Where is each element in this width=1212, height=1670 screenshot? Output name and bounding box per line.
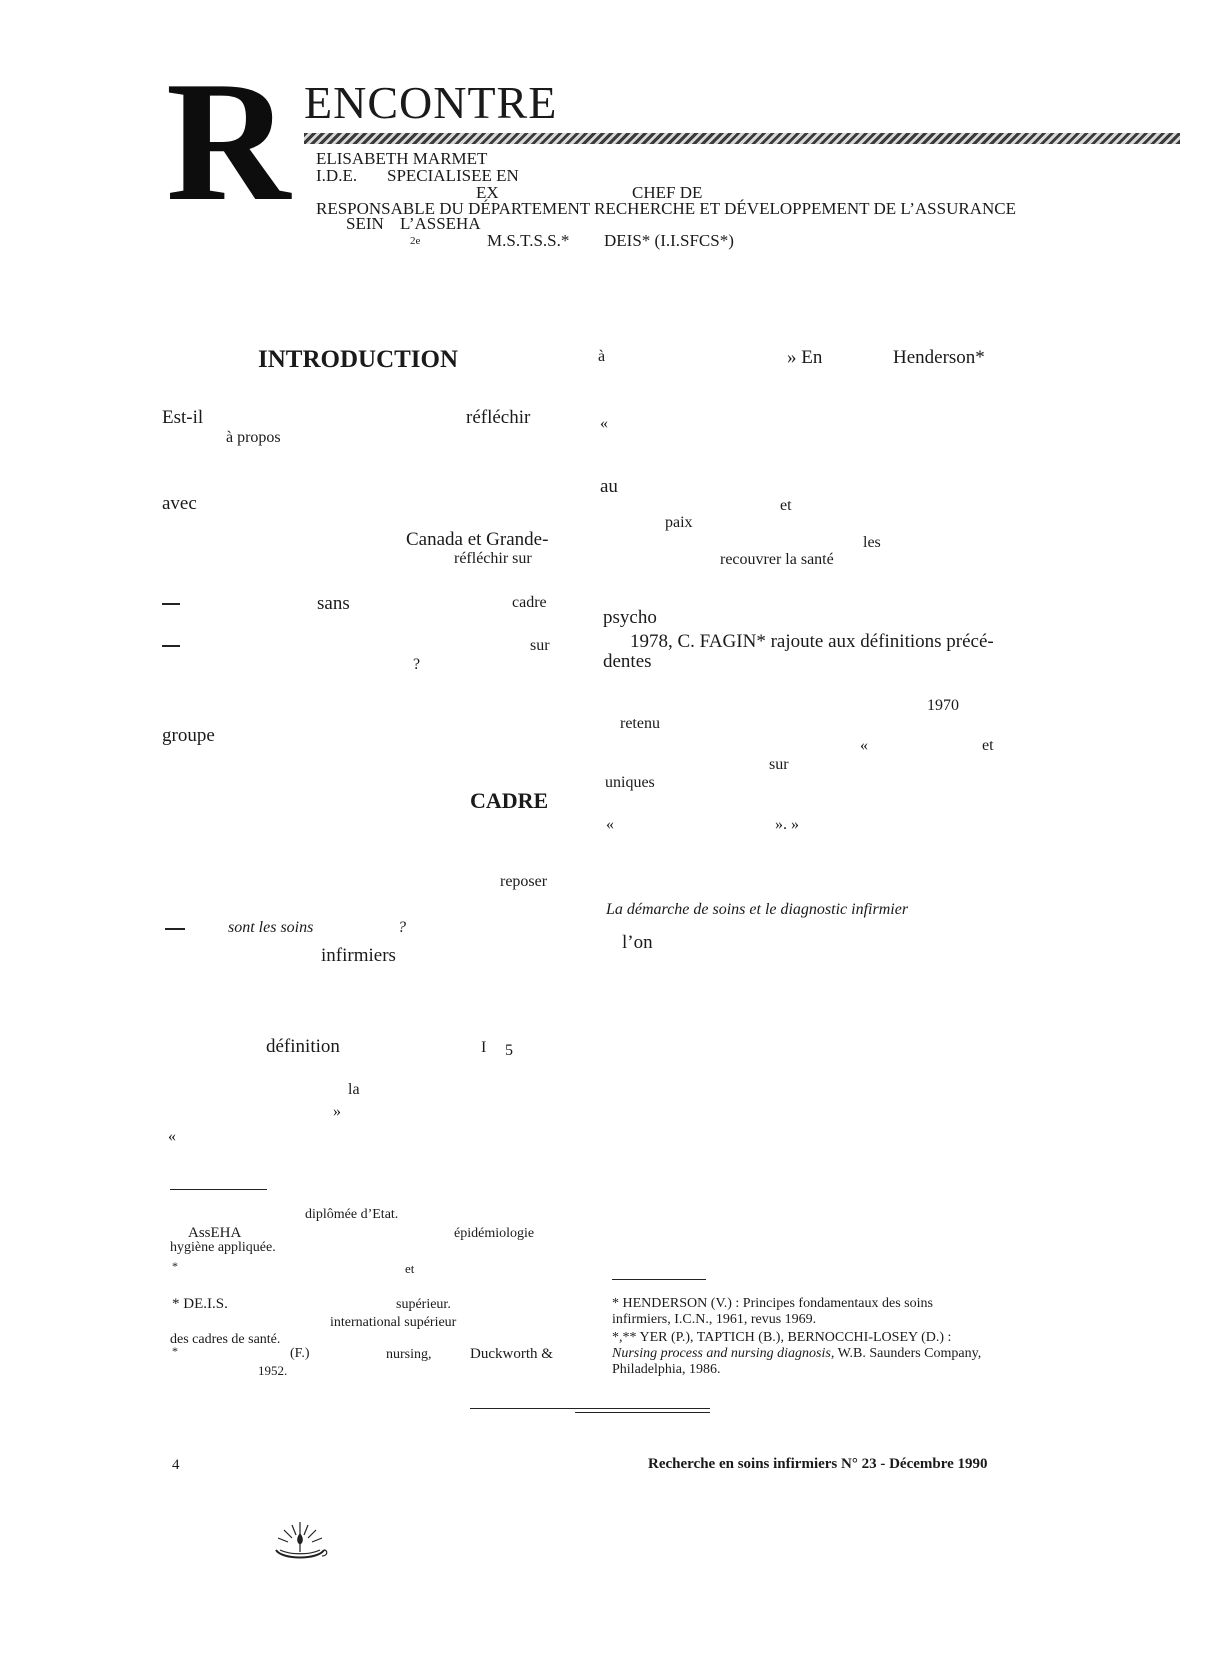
footnote-yer-line2 xyxy=(612,1347,981,1361)
text-question-mark: ? xyxy=(413,656,421,673)
byline-role-specialisee: SPECIALISEE EN xyxy=(387,166,519,185)
footnote-yer-line3: Philadelphia, 1986. xyxy=(612,1362,721,1377)
footnote-superieur: supérieur. xyxy=(396,1297,451,1312)
em-dash xyxy=(162,645,180,647)
text-henderson: Henderson* xyxy=(893,347,985,368)
text-sont-les-soins: sont les soins xyxy=(228,919,314,936)
byline-deis: DEIS* (I.I.SFCS*) xyxy=(604,231,734,250)
text-number-5: 5 xyxy=(505,1042,513,1059)
text-reposer: reposer xyxy=(500,873,548,890)
em-dash xyxy=(162,603,180,605)
text-les: les xyxy=(863,534,881,551)
text-sans: sans xyxy=(317,593,350,614)
footnote-hygiene: hygiène appliquée. xyxy=(170,1240,276,1255)
text-retenu: retenu xyxy=(620,715,660,732)
article-title: ENCONTRE xyxy=(304,77,558,128)
text-uniques: uniques xyxy=(605,774,655,791)
text-est-il: Est-il xyxy=(162,407,204,428)
footnote-deis: * DE.I.S. xyxy=(172,1296,228,1312)
text-sur-right: sur xyxy=(769,756,789,773)
text-en: » En xyxy=(787,347,823,368)
byline-mstss: M.S.T.S.S.* xyxy=(487,231,570,250)
text-recouvrer: recouvrer la santé xyxy=(720,551,834,568)
text-fagin: 1978, C. FAGIN* rajoute aux définitions précé- xyxy=(630,631,994,652)
footnote-yer-publisher: W.B. Saunders Company, xyxy=(837,1346,982,1361)
text-open-quote-1: « xyxy=(600,415,608,432)
text-psycho: psycho xyxy=(603,607,657,628)
em-dash xyxy=(165,928,185,930)
text-infirmiers: infirmiers xyxy=(321,945,396,966)
text-a-propos: à propos xyxy=(226,429,281,446)
lamp-logo-icon xyxy=(270,1520,330,1570)
text-close-quotes: ». » xyxy=(775,816,799,833)
text-la: la xyxy=(348,1081,360,1098)
page-number: 4 xyxy=(172,1457,180,1473)
byline-ex: EX xyxy=(476,183,499,202)
text-et-2: et xyxy=(982,737,994,754)
footnote-diplomee: diplômée d’Etat. xyxy=(305,1207,399,1222)
footnote-cadres: des cadres de santé. xyxy=(170,1332,281,1347)
text-reflechir-sur: réfléchir sur xyxy=(454,550,532,567)
text-reflechir: réfléchir xyxy=(466,407,531,428)
text-open-quote: « xyxy=(168,1128,176,1145)
footnote-year-1952: 1952. xyxy=(258,1363,288,1378)
byline-responsable: RESPONSABLE DU DÉPARTEMENT RECHERCHE ET DÉVELOPPEMENT DE L’ASSURANCE xyxy=(316,199,1016,218)
text-close-quote: » xyxy=(333,1103,341,1120)
footnote-yer-title: Nursing process and nursing diagnosis, xyxy=(612,1346,835,1361)
text-open-quote-3: « xyxy=(606,816,614,833)
text-lon: l’on xyxy=(622,932,653,953)
footnote-henderson-line2: infirmiers, I.C.N., 1961, revus 1969. xyxy=(612,1312,817,1327)
footnote-assteha: AssEHA xyxy=(188,1225,242,1241)
footnote-et: et xyxy=(405,1261,415,1276)
bottom-rule-bottom xyxy=(575,1412,710,1413)
text-demarche: La démarche de soins et le diagnostic infirmier xyxy=(606,901,909,918)
text-sur: sur xyxy=(530,637,550,654)
footnote-international: international supérieur xyxy=(330,1315,457,1330)
footnote-epidemiologie: épidémiologie xyxy=(454,1226,535,1241)
text-a: à xyxy=(598,348,606,365)
text-et-1: et xyxy=(780,497,792,514)
text-avec: avec xyxy=(162,493,197,514)
byline-author: ELISABETH MARMET xyxy=(316,149,488,168)
text-cadre-lowercase: cadre xyxy=(512,594,547,611)
byline-sein: SEIN xyxy=(346,214,384,233)
introduction-heading: INTRODUCTION xyxy=(258,346,459,373)
text-open-quote-2: « xyxy=(860,737,868,754)
byline-asseha: L’ASSEHA xyxy=(400,214,481,233)
text-groupe: groupe xyxy=(162,725,215,746)
footnote-yer-line1: *,** YER (P.), TAPTICH (B.), BERNOCCHI-LOSEY (D.) : xyxy=(612,1330,952,1345)
text-number-1: I xyxy=(481,1039,487,1056)
footnote-nursing: nursing, xyxy=(386,1347,432,1362)
text-paix: paix xyxy=(665,514,693,531)
byline-superscript: 2e xyxy=(410,235,421,247)
cadre-heading: CADRE xyxy=(470,788,549,813)
drop-cap: R xyxy=(166,47,287,237)
text-year-1970: 1970 xyxy=(927,697,959,714)
footnote-star-1: * xyxy=(172,1259,178,1273)
bottom-rule-top xyxy=(470,1408,710,1409)
footnote-f: (F.) xyxy=(290,1346,310,1361)
text-dentes: dentes xyxy=(603,651,652,672)
byline-role-ide: I.D.E. xyxy=(316,166,358,185)
footnote-duckworth: Duckworth & xyxy=(470,1346,553,1362)
footnote-henderson-line1: * HENDERSON (V.) : Principes fondamentaux des soins xyxy=(612,1296,933,1311)
journal-footer: Recherche en soins infirmiers N° 23 - Décembre 1990 xyxy=(648,1456,988,1472)
text-definition: définition xyxy=(266,1036,340,1057)
title-hatched-rule xyxy=(304,133,1180,144)
text-canada: Canada et Grande- xyxy=(406,529,549,550)
footnote-star-2: * xyxy=(172,1344,178,1358)
footnote-rule-left xyxy=(170,1189,267,1190)
footnote-rule-right xyxy=(612,1279,706,1280)
byline-chef: CHEF DE xyxy=(632,183,703,202)
text-au: au xyxy=(600,476,618,497)
text-question-mark-2: ? xyxy=(398,919,406,936)
